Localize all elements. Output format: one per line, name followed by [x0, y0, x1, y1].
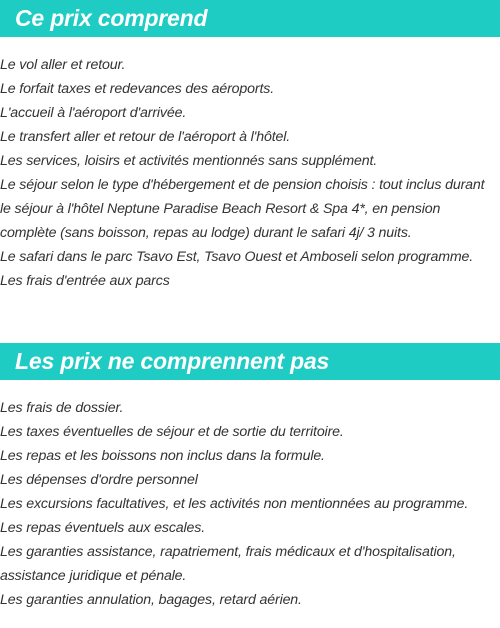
- included-item: Les services, loisirs et activités mentionnés sans supplément.: [0, 153, 378, 169]
- included-item: Les frais d'entrée aux parcs: [0, 273, 170, 289]
- excluded-item: Les taxes éventuelles de séjour et de sortie du territoire.: [0, 424, 344, 440]
- included-list: [0, 53, 498, 293]
- excluded-item: Les excursions facultatives, et les activités non mentionnées au programme.: [0, 496, 469, 512]
- included-item: Le transfert aller et retour de l'aéroport à l'hôtel.: [0, 129, 291, 145]
- included-item: Le séjour selon le type d'hébergement et de pension choisis : tout inclus durant le séjour à l'hôtel Neptune Paradise Beach Resort & Spa 4*, en pension complète (sans boisson, repas au lodge) durant le safari 4j/ 3 nuits.: [0, 177, 485, 241]
- section-header-excluded: [0, 343, 500, 380]
- section-title-included: Ce prix comprend: [15, 5, 208, 31]
- included-item: Le safari dans le parc Tsavo Est, Tsavo Ouest et Amboseli selon programme.: [0, 249, 474, 265]
- excluded-item: Les dépenses d'ordre personnel: [0, 472, 198, 488]
- excluded-item: Les repas éventuels aux escales.: [0, 520, 205, 536]
- section-title-excluded: Les prix ne comprennent pas: [15, 348, 330, 374]
- excluded-item: Les repas et les boissons non inclus dans la formule.: [0, 448, 325, 464]
- excluded-item: Les garanties assistance, rapatriement, frais médicaux et d'hospitalisation, assistance juridique et pénale.: [0, 544, 456, 584]
- included-item: L'accueil à l'aéroport d'arrivée.: [0, 105, 187, 121]
- section-header-included: [0, 0, 500, 37]
- excluded-item: Les garanties annulation, bagages, retard aérien.: [0, 592, 302, 608]
- included-item: Le vol aller et retour.: [0, 57, 126, 73]
- included-item: Le forfait taxes et redevances des aéroports.: [0, 81, 275, 97]
- excluded-list: [0, 396, 498, 612]
- excluded-item: Les frais de dossier.: [0, 400, 124, 416]
